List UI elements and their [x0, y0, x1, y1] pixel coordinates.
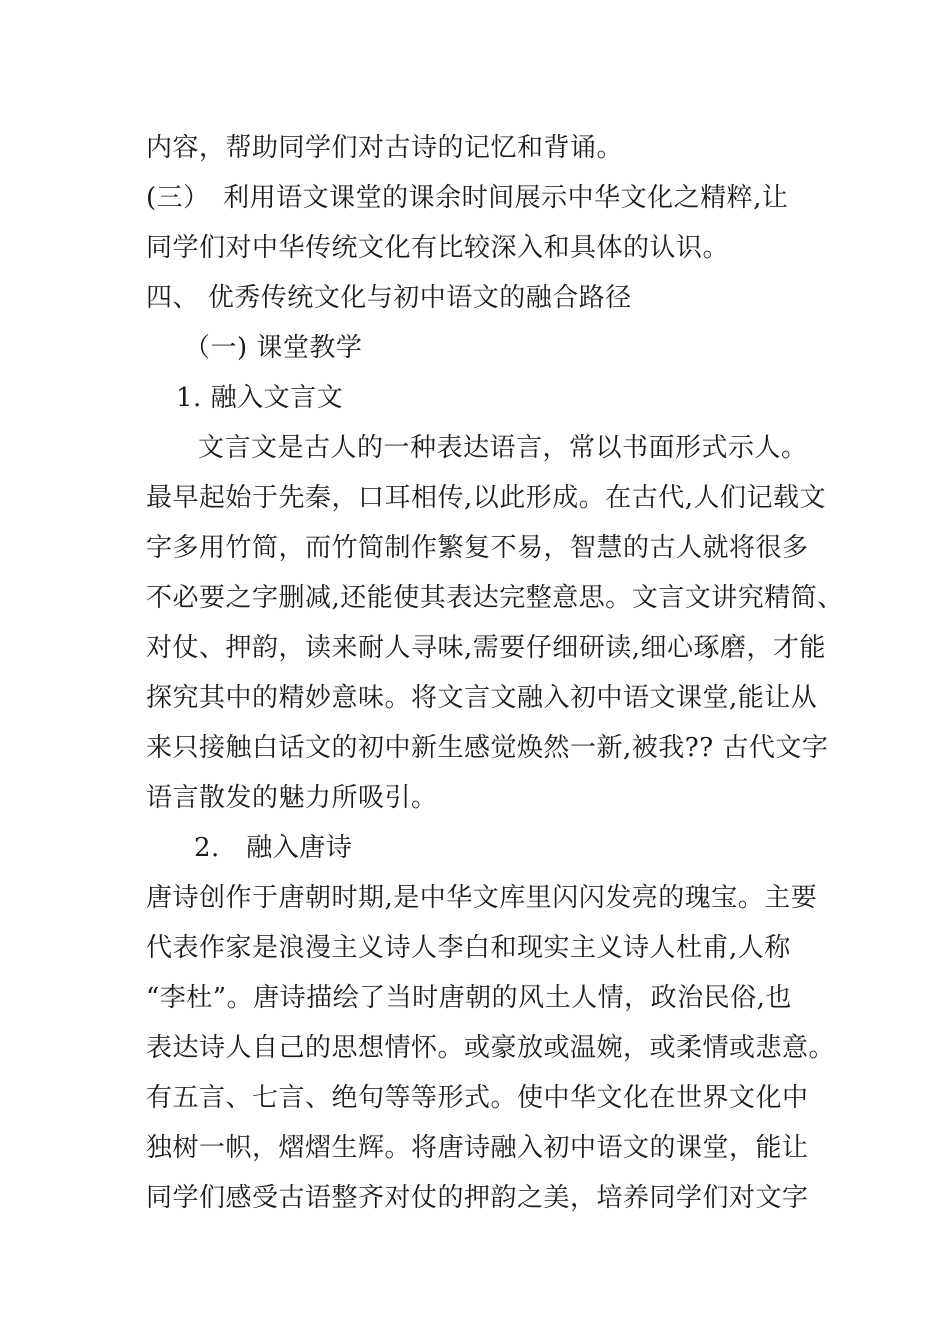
section-heading: 四、 优秀传统文化与初中语文的融合路径 [146, 283, 632, 313]
text-line: “李杜”。唐诗描绘了当时唐朝的风土人情，政治民俗,也 [146, 983, 792, 1013]
text-line: 语言散发的魅力所吸引。 [146, 783, 438, 813]
text-line: 对仗、押韵，读来耐人寻味,需要仔细研读,细心琢磨，才能 [146, 633, 827, 663]
text-line: 独树一帜，熠熠生辉。将唐诗融入初中语文的课堂，能让 [146, 1133, 809, 1163]
subsection-heading: （一) 课堂教学 [184, 333, 363, 363]
paragraph-first-line: 文言文是古人的一种表达语言，常以书面形式示人。 [198, 433, 808, 463]
text-line: (三） 利用语文课堂的课余时间展示中华文化之精粹,让 [146, 183, 789, 213]
item-heading: 1. 融入文言文 [176, 383, 344, 413]
text-line: 有五言、七言、绝句等等形式。使中华文化在世界文化中 [146, 1083, 809, 1113]
paragraph-first-line: 唐诗创作于唐朝时期,是中华文库里闪闪发亮的瑰宝。主要 [146, 883, 818, 913]
text-line: 代表作家是浪漫主义诗人李白和现实主义诗人杜甫,人称 [146, 933, 791, 963]
item-heading: 2. 融入唐诗 [194, 833, 353, 863]
text-line: 表达诗人自己的思想情怀。或豪放或温婉，或柔情或悲意。 [146, 1033, 836, 1063]
text-line: 同学们对中华传统文化有比较深入和具体的认识。 [146, 233, 730, 263]
text-line: 来只接触白话文的初中新生感觉焕然一新,被我?? 古代文字 [146, 733, 829, 763]
text-line: 不必要之字删减,还能使其表达完整意思。文言文讲究精简、 [146, 583, 844, 613]
text-line: 最早起始于先秦，口耳相传,以此形成。在古代,人们记载文 [146, 483, 827, 513]
text-line: 字多用竹简，而竹简制作繁复不易，智慧的古人就将很多 [146, 533, 809, 563]
text-line: 内容，帮助同学们对古诗的记忆和背诵。 [146, 133, 624, 163]
text-line: 探究其中的精妙意味。将文言文融入初中语文课堂,能让从 [146, 683, 818, 713]
text-line: 同学们感受古语整齐对仗的押韵之美，培养同学们对文字 [146, 1183, 809, 1213]
